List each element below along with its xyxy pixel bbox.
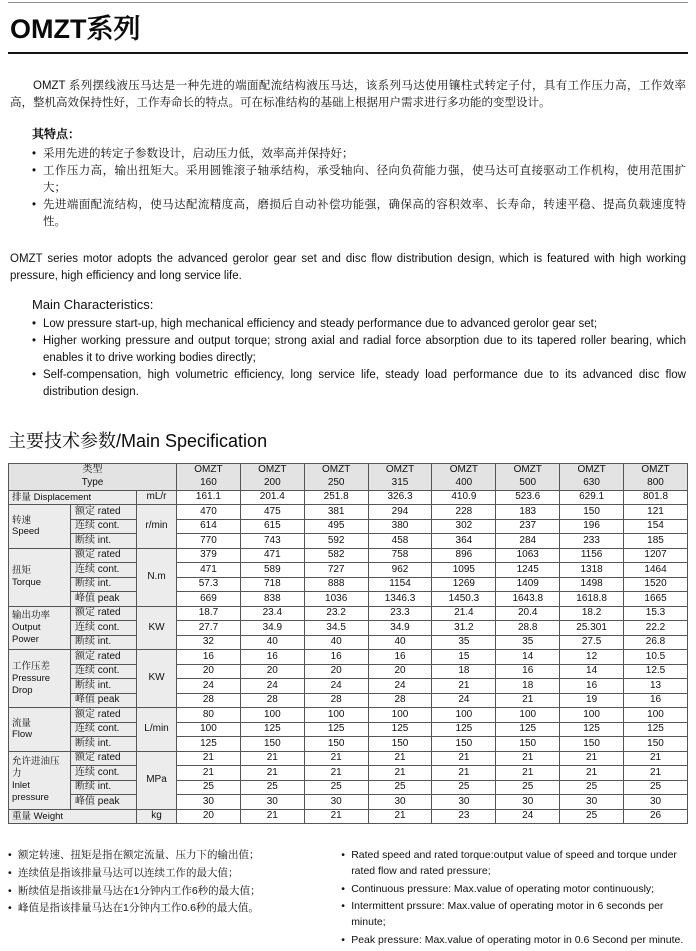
features-list (32, 146, 686, 231)
value-cell: 125 (177, 737, 241, 752)
value-cell: 28 (368, 693, 432, 708)
value-cell: 20 (304, 664, 368, 679)
footnote-item-en: • Rated speed and rated torque:output value of speed and torque under rated flow and rated pressure; (341, 848, 688, 880)
value-cell: 589 (240, 563, 304, 578)
footnote-item-cn: • 峰值是指该排量马达在1分钟内工作0.6秒的最大值。 (8, 901, 341, 917)
value-cell: 21 (240, 766, 304, 781)
value-cell: 962 (368, 563, 432, 578)
value-cell: 21 (432, 766, 496, 781)
value-cell: 1318 (560, 563, 624, 578)
value-cell: 21 (496, 766, 560, 781)
value-cell: 16 (177, 650, 241, 665)
value-cell: 25 (240, 780, 304, 795)
row-group-label: 重量 Weight (9, 809, 137, 824)
sub-row-label: 断续 int. (71, 737, 137, 752)
value-cell: 1665 (624, 592, 688, 607)
value-cell: 25 (177, 780, 241, 795)
value-cell: 125 (560, 722, 624, 737)
value-cell: 838 (240, 592, 304, 607)
value-cell: 20.4 (496, 606, 560, 621)
value-cell: 21 (304, 809, 368, 824)
value-cell: 57.3 (177, 577, 241, 592)
value-cell: 13 (624, 679, 688, 694)
value-cell: 21 (240, 809, 304, 824)
value-cell: 150 (496, 737, 560, 752)
value-cell: 125 (624, 722, 688, 737)
value-cell: 34.9 (240, 621, 304, 636)
value-cell: 100 (304, 708, 368, 723)
value-cell: 233 (560, 534, 624, 549)
table-row (9, 490, 688, 505)
sub-row-label: 断续 int. (71, 780, 137, 795)
table-row (9, 548, 688, 563)
value-cell: 10.5 (624, 650, 688, 665)
value-cell: 27.5 (560, 635, 624, 650)
value-cell: 592 (304, 534, 368, 549)
value-cell: 24 (304, 679, 368, 694)
value-cell: 24 (496, 809, 560, 824)
unit-cell: mL/r (137, 490, 177, 505)
value-cell: 21 (624, 766, 688, 781)
value-cell: 150 (304, 737, 368, 752)
row-group-label: 流量 Flow (9, 708, 71, 752)
value-cell: 770 (177, 534, 241, 549)
page-title: OMZT系列 (10, 14, 141, 44)
table-row (9, 751, 688, 766)
value-cell: 23.4 (240, 606, 304, 621)
value-cell: 24 (240, 679, 304, 694)
value-cell: 30 (177, 795, 241, 810)
value-cell: 21 (432, 751, 496, 766)
value-cell: 21 (368, 751, 432, 766)
footnote-item-cn: • 断续值是指该排量马达在1分钟内工作6秒的最大值； (8, 884, 341, 900)
sub-row-label: 断续 int. (71, 577, 137, 592)
value-cell: 100 (496, 708, 560, 723)
table-row (9, 621, 688, 636)
footnotes-section (8, 848, 688, 951)
value-cell: 21 (432, 679, 496, 694)
value-cell: 40 (240, 635, 304, 650)
value-cell: 35 (432, 635, 496, 650)
value-cell: 21 (240, 751, 304, 766)
value-cell: 24 (432, 693, 496, 708)
value-cell: 1036 (304, 592, 368, 607)
value-cell: 24 (177, 679, 241, 694)
table-row (9, 766, 688, 781)
table-row (9, 534, 688, 549)
value-cell: 21 (368, 809, 432, 824)
value-cell: 125 (368, 722, 432, 737)
value-cell: 80 (177, 708, 241, 723)
value-cell: 25.301 (560, 621, 624, 636)
value-cell: 30 (368, 795, 432, 810)
value-cell: 896 (432, 548, 496, 563)
top-divider (8, 2, 688, 3)
value-cell: 21 (177, 766, 241, 781)
value-cell: 185 (624, 534, 688, 549)
value-cell: 1207 (624, 548, 688, 563)
value-cell: 326.3 (368, 490, 432, 505)
value-cell: 18 (432, 664, 496, 679)
table-row (9, 505, 688, 520)
row-group-label: 转速 Speed (9, 505, 71, 549)
title-divider (8, 52, 688, 54)
value-cell: 380 (368, 519, 432, 534)
datasheet-page (0, 2, 696, 946)
value-cell: 495 (304, 519, 368, 534)
model-column-header: OMZT 630 (560, 463, 624, 490)
value-cell: 125 (432, 722, 496, 737)
row-group-label: 输出功率 Output Power (9, 606, 71, 650)
table-row (9, 563, 688, 578)
sub-row-label: 连续 cont. (71, 664, 137, 679)
table-row (9, 519, 688, 534)
sub-row-label: 额定 rated (71, 708, 137, 723)
value-cell: 251.8 (304, 490, 368, 505)
value-cell: 28.8 (496, 621, 560, 636)
value-cell: 30 (432, 795, 496, 810)
value-cell: 381 (304, 505, 368, 520)
value-cell: 22.2 (624, 621, 688, 636)
model-column-header: OMZT 400 (432, 463, 496, 490)
value-cell: 18.7 (177, 606, 241, 621)
value-cell: 629.1 (560, 490, 624, 505)
value-cell: 201.4 (240, 490, 304, 505)
table-row (9, 795, 688, 810)
value-cell: 150 (560, 505, 624, 520)
sub-row-label: 连续 cont. (71, 722, 137, 737)
value-cell: 1464 (624, 563, 688, 578)
value-cell: 30 (624, 795, 688, 810)
unit-cell: MPa (137, 751, 177, 809)
value-cell: 801.8 (624, 490, 688, 505)
value-cell: 150 (240, 737, 304, 752)
value-cell: 582 (304, 548, 368, 563)
value-cell: 125 (304, 722, 368, 737)
table-row (9, 650, 688, 665)
feature-item: • 先进端面配流结构，使马达配流精度高，磨损后自动补偿功能强，确保高的容积效率、长寿命，转速平稳、提高负载速度特性。 (32, 197, 686, 231)
sub-row-label: 连续 cont. (71, 563, 137, 578)
footnote-item-en: • Intermittent prssure: Max.value of operating motor in 6 seconds per minute; (341, 899, 688, 931)
value-cell: 30 (496, 795, 560, 810)
characteristic-item: • Self-compensation, high volumetric efficiency, long service life, steady load performance due to its advanced disc flow distribution design. (32, 367, 686, 401)
table-row (9, 737, 688, 752)
row-group-label: 排量 Displacement (9, 490, 137, 505)
value-cell: 27.7 (177, 621, 241, 636)
model-column-header: OMZT 500 (496, 463, 560, 490)
value-cell: 284 (496, 534, 560, 549)
table-row (9, 708, 688, 723)
table-row (9, 693, 688, 708)
sub-row-label: 峰值 peak (71, 592, 137, 607)
sub-row-label: 额定 rated (71, 505, 137, 520)
value-cell: 23 (432, 809, 496, 824)
value-cell: 1520 (624, 577, 688, 592)
value-cell: 14 (496, 650, 560, 665)
value-cell: 888 (304, 577, 368, 592)
value-cell: 669 (177, 592, 241, 607)
value-cell: 1269 (432, 577, 496, 592)
value-cell: 718 (240, 577, 304, 592)
value-cell: 30 (560, 795, 624, 810)
table-row (9, 780, 688, 795)
row-group-label: 扭矩 Torque (9, 548, 71, 606)
value-cell: 100 (368, 708, 432, 723)
value-cell: 1156 (560, 548, 624, 563)
sub-row-label: 峰值 peak (71, 693, 137, 708)
spec-table (8, 463, 688, 825)
value-cell: 1498 (560, 577, 624, 592)
value-cell: 471 (177, 563, 241, 578)
spec-section-heading: 主要技术参数/Main Specification (8, 430, 268, 451)
table-corner-label: 类型 Type (9, 463, 177, 490)
value-cell: 26 (624, 809, 688, 824)
footnote-item-en: • Continuous pressure: Max.value of operating motor continuously; (341, 882, 688, 898)
characteristic-item: • Low pressure start-up, high mechanical efficiency and steady performance due to advanced gerolor gear set; (32, 316, 686, 333)
value-cell: 125 (496, 722, 560, 737)
value-cell: 523.6 (496, 490, 560, 505)
feature-item: • 工作压力高，输出扭矩大。采用圆锥滚子轴承结构，承受轴向、径向负荷能力强，使马达可直接驱动工作机构，使用范围扩大； (32, 163, 686, 197)
value-cell: 458 (368, 534, 432, 549)
value-cell: 125 (240, 722, 304, 737)
value-cell: 471 (240, 548, 304, 563)
value-cell: 154 (624, 519, 688, 534)
sub-row-label: 连续 cont. (71, 766, 137, 781)
value-cell: 40 (368, 635, 432, 650)
value-cell: 34.5 (304, 621, 368, 636)
value-cell: 30 (304, 795, 368, 810)
feature-item: • 采用先进的转定子参数设计，启动压力低，效率高并保持好； (32, 146, 686, 163)
footnote-item-cn: • 连续值是指该排量马达可以连续工作的最大值； (8, 866, 341, 882)
value-cell: 32 (177, 635, 241, 650)
value-cell: 16 (304, 650, 368, 665)
value-cell: 150 (624, 737, 688, 752)
value-cell: 228 (432, 505, 496, 520)
value-cell: 379 (177, 548, 241, 563)
value-cell: 21 (624, 751, 688, 766)
table-row (9, 809, 688, 824)
sub-row-label: 额定 rated (71, 606, 137, 621)
value-cell: 302 (432, 519, 496, 534)
value-cell: 25 (304, 780, 368, 795)
value-cell: 35 (496, 635, 560, 650)
table-row (9, 635, 688, 650)
value-cell: 21 (368, 766, 432, 781)
value-cell: 19 (560, 693, 624, 708)
value-cell: 30 (240, 795, 304, 810)
value-cell: 20 (240, 664, 304, 679)
value-cell: 20 (177, 809, 241, 824)
value-cell: 21 (560, 751, 624, 766)
value-cell: 16 (496, 664, 560, 679)
value-cell: 40 (304, 635, 368, 650)
value-cell: 20 (177, 664, 241, 679)
value-cell: 100 (560, 708, 624, 723)
value-cell: 12.5 (624, 664, 688, 679)
value-cell: 28 (304, 693, 368, 708)
value-cell: 15.3 (624, 606, 688, 621)
value-cell: 1643.8 (496, 592, 560, 607)
intro-paragraph-cn: OMZT 系列摆线液压马达是一种先进的端面配流结构液压马达，该系列马达使用镶柱式转定子付，具有工作压力高，工作效率高，整机高效保持性好，工作寿命长的特点。可在标准结构的基础上根据用户需求进行多功能的变型设计。 (10, 80, 686, 110)
sub-row-label: 断续 int. (71, 534, 137, 549)
value-cell: 25 (624, 780, 688, 795)
sub-row-label: 峰值 peak (71, 795, 137, 810)
table-row (9, 592, 688, 607)
value-cell: 183 (496, 505, 560, 520)
value-cell: 16 (240, 650, 304, 665)
table-row (9, 722, 688, 737)
footnote-item-en: • Peak pressure: Max.value of operating motor in 0.6 Second per minute. (341, 933, 688, 949)
value-cell: 21 (177, 751, 241, 766)
table-row (9, 664, 688, 679)
value-cell: 26.8 (624, 635, 688, 650)
value-cell: 34.9 (368, 621, 432, 636)
value-cell: 1450.3 (432, 592, 496, 607)
value-cell: 150 (560, 737, 624, 752)
footnote-item-cn: • 额定转速、扭矩是指在额定流量、压力下的输出值； (8, 848, 341, 864)
footnotes-en-list (341, 848, 688, 951)
features-heading: 其特点： (32, 126, 81, 141)
value-cell: 25 (560, 809, 624, 824)
value-cell: 100 (240, 708, 304, 723)
model-column-header: OMZT 315 (368, 463, 432, 490)
intro-paragraph-en: OMZT series motor adopts the advanced gerolor gear set and disc flow distribution design, which is featured with high working pressure, high efficiency and long service life. (10, 252, 686, 282)
value-cell: 28 (240, 693, 304, 708)
sub-row-label: 断续 int. (71, 635, 137, 650)
sub-row-label: 额定 rated (71, 751, 137, 766)
value-cell: 16 (368, 650, 432, 665)
model-column-header: OMZT 250 (304, 463, 368, 490)
value-cell: 100 (177, 722, 241, 737)
value-cell: 18 (496, 679, 560, 694)
table-row (9, 577, 688, 592)
value-cell: 196 (560, 519, 624, 534)
value-cell: 18.2 (560, 606, 624, 621)
value-cell: 28 (177, 693, 241, 708)
value-cell: 1409 (496, 577, 560, 592)
value-cell: 25 (432, 780, 496, 795)
value-cell: 150 (432, 737, 496, 752)
value-cell: 21.4 (432, 606, 496, 621)
value-cell: 24 (368, 679, 432, 694)
value-cell: 15 (432, 650, 496, 665)
value-cell: 150 (368, 737, 432, 752)
table-row (9, 679, 688, 694)
value-cell: 758 (368, 548, 432, 563)
value-cell: 121 (624, 505, 688, 520)
value-cell: 1346.3 (368, 592, 432, 607)
value-cell: 410.9 (432, 490, 496, 505)
value-cell: 364 (432, 534, 496, 549)
value-cell: 21 (304, 751, 368, 766)
value-cell: 727 (304, 563, 368, 578)
unit-cell: kg (137, 809, 177, 824)
value-cell: 21 (496, 693, 560, 708)
sub-row-label: 额定 rated (71, 548, 137, 563)
value-cell: 25 (496, 780, 560, 795)
row-group-label: 允许进油压力 Inlet pressure (9, 751, 71, 809)
unit-cell: L/min (137, 708, 177, 752)
sub-row-label: 断续 int. (71, 679, 137, 694)
value-cell: 615 (240, 519, 304, 534)
value-cell: 31.2 (432, 621, 496, 636)
value-cell: 1245 (496, 563, 560, 578)
unit-cell: KW (137, 650, 177, 708)
model-column-header: OMZT 200 (240, 463, 304, 490)
sub-row-label: 额定 rated (71, 650, 137, 665)
unit-cell: r/min (137, 505, 177, 549)
value-cell: 20 (368, 664, 432, 679)
value-cell: 1154 (368, 577, 432, 592)
value-cell: 475 (240, 505, 304, 520)
value-cell: 100 (624, 708, 688, 723)
value-cell: 1063 (496, 548, 560, 563)
characteristic-item: • Higher working pressure and output torque; strong axial and radial force absorption due to its tapered roller bearing, which enables it to drive working bodies directly; (32, 333, 686, 367)
value-cell: 16 (624, 693, 688, 708)
value-cell: 12 (560, 650, 624, 665)
row-group-label: 工作压差 Pressure Drop (9, 650, 71, 708)
characteristics-heading: Main Characteristics: (32, 296, 154, 312)
sub-row-label: 连续 cont. (71, 519, 137, 534)
table-header-row (9, 463, 688, 490)
value-cell: 1095 (432, 563, 496, 578)
value-cell: 16 (560, 679, 624, 694)
value-cell: 237 (496, 519, 560, 534)
value-cell: 23.3 (368, 606, 432, 621)
unit-cell: N.m (137, 548, 177, 606)
value-cell: 23.2 (304, 606, 368, 621)
sub-row-label: 连续 cont. (71, 621, 137, 636)
model-column-header: OMZT 160 (177, 463, 241, 490)
value-cell: 21 (304, 766, 368, 781)
table-row (9, 606, 688, 621)
value-cell: 21 (560, 766, 624, 781)
model-column-header: OMZT 800 (624, 463, 688, 490)
value-cell: 161.1 (177, 490, 241, 505)
value-cell: 294 (368, 505, 432, 520)
unit-cell: KW (137, 606, 177, 650)
value-cell: 25 (560, 780, 624, 795)
value-cell: 14 (560, 664, 624, 679)
value-cell: 100 (432, 708, 496, 723)
value-cell: 743 (240, 534, 304, 549)
value-cell: 614 (177, 519, 241, 534)
characteristics-list (32, 316, 686, 401)
value-cell: 470 (177, 505, 241, 520)
value-cell: 21 (496, 751, 560, 766)
footnotes-cn-list (8, 848, 341, 951)
value-cell: 25 (368, 780, 432, 795)
value-cell: 1618.8 (560, 592, 624, 607)
